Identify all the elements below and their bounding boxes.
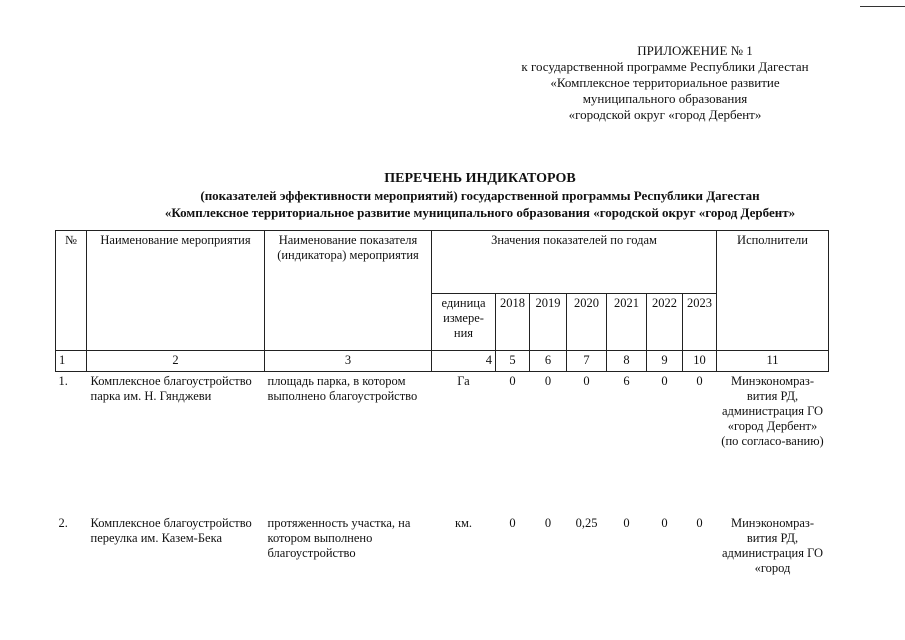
header-num: № [56,231,87,351]
row-unit: км. [454,516,473,530]
column-number: 2 [87,351,265,372]
heading-title: ПЕРЕЧЕНЬ ИНДИКАТОРОВ [384,171,576,186]
column-number-row [56,351,829,372]
row-value: 0 [544,516,552,530]
row-indicator: протяженность участка, на котором выполнено благоустройство [267,516,411,560]
column-number: 5 [496,351,530,372]
header-year: 2021 [607,294,647,351]
document-heading [60,170,900,221]
appendix-line: к государственной программе Республики Дагестан [521,59,809,74]
row-value: 0 [661,374,668,388]
row-value: 0 [696,374,703,388]
column-number: 3 [265,351,432,372]
column-number: 1 [56,351,87,372]
row-value: 0 [623,516,630,530]
row-value: 6 [623,374,630,388]
header-year: 2019 [530,294,567,351]
row-value: 0 [661,516,668,530]
header-activity: Наименование мероприятия [87,231,265,351]
row-value: 0,25 [575,516,598,530]
indicators-table [55,230,829,608]
appendix-title: ПРИЛОЖЕНИЕ № 1 [637,43,753,58]
row-num: 1. [58,374,68,388]
column-number: 4 [432,351,496,372]
heading-program-name: «Комплексное территориальное развитие муниципального образования «городской округ «город Дербент» [164,205,796,220]
column-number: 8 [607,351,647,372]
header-values-group: Значения показателей по годам [432,231,717,294]
header-indicator: Наименование показателя (индикатора) мероприятия [265,231,432,351]
row-value: 0 [509,374,516,388]
row-indicator: площадь парка, в котором выполнено благоустройство [267,374,418,403]
row-value: 0 [544,374,552,388]
row-num: 2. [58,516,68,530]
header-year: 2023 [683,294,717,351]
row-activity: Комплексное благоустройство переулка им. Казем-Бека [90,516,252,545]
table-row [56,372,829,515]
row-value: 0 [696,516,703,530]
row-activity: Комплексное благоустройство парка им. Н. Гянджеви [90,374,252,403]
page-corner-line [860,6,905,7]
heading-subtitle: (показателей эффективности мероприятий) государственной программы Республики Дагестан [200,188,760,203]
header-year: 2020 [567,294,607,351]
header-executors: Исполнители [717,231,829,351]
row-unit: Га [457,374,470,388]
appendix-block [470,43,860,123]
appendix-line: муниципального образования [582,91,748,106]
table-row [56,514,829,608]
column-number: 7 [567,351,607,372]
header-year: 2022 [647,294,683,351]
column-number: 11 [717,351,829,372]
row-executor: Минэкономраз-вития РД, администрация ГО «город Дербент» (по согласо-ванию) [721,374,824,448]
column-number: 9 [647,351,683,372]
column-number: 6 [530,351,567,372]
header-unit: единица измере-ния [432,294,496,351]
row-value: 0 [509,516,516,530]
row-executor: Минэкономраз-вития РД, администрация ГО «город [721,516,824,575]
appendix-line: «Комплексное территориальное развитие [550,75,780,90]
column-number: 10 [683,351,717,372]
row-value: 0 [583,374,590,388]
appendix-line: «городской округ «город Дербент» [568,107,762,122]
header-year: 2018 [496,294,530,351]
